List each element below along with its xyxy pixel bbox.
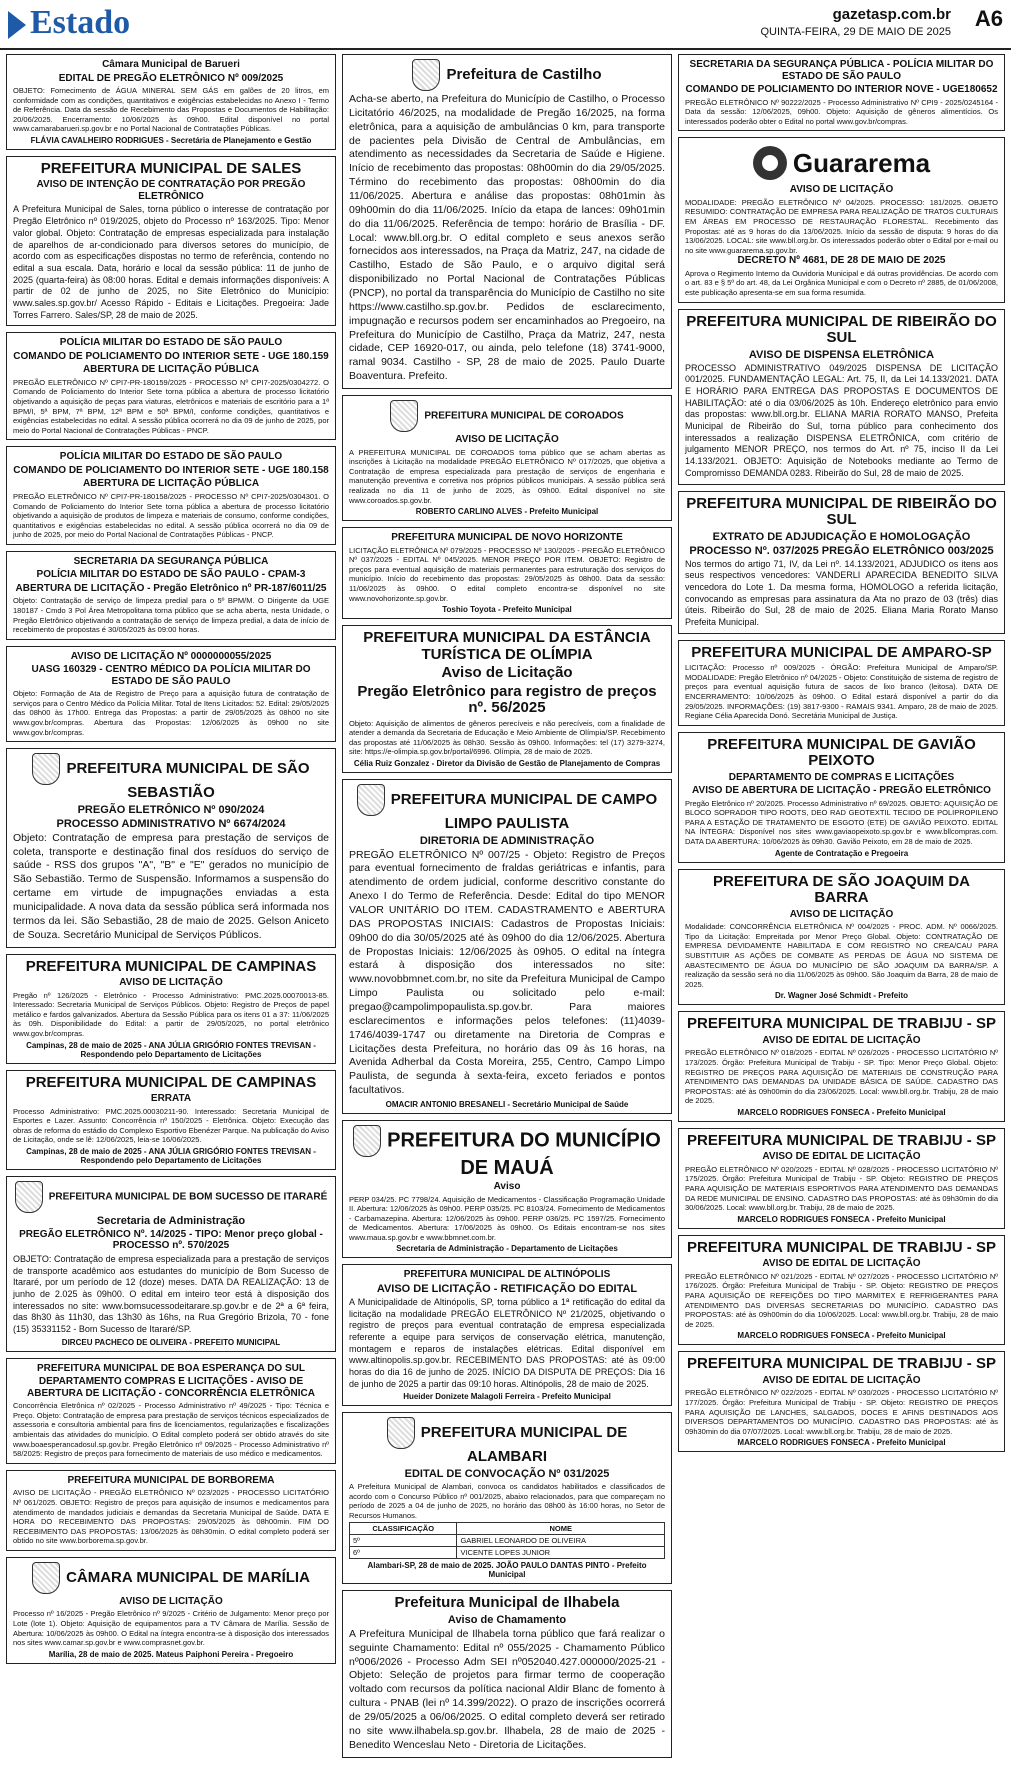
notice-subtitle-2: Pregão Eletrônico para registro de preços nº. 56/2025 xyxy=(357,682,657,717)
notice-title: PREFEITURA MUNICIPAL DE CAMPINAS xyxy=(25,1073,317,1091)
notice-title: Câmara Municipal de Barueri xyxy=(102,59,240,70)
notice-body: PREGÃO ELETRÔNICO Nº 007/25 - Objeto: Registro de Preços para eventual fornecimento de fraldas geriátricas e infantis, para atendimento de ordem judicial, conforme descritivo constante do Anexo I do Termo de Referência. Desde: Edital do tipo MENOR VALOR UNITÁRIO DO ITEM. CADASTRAMENTO e ABERTURA DAS PROPOSTAS INICIAIS: Cadastros de Propostas Iniciais: 09h00 do dia 30/05/2025 até às 09h00 do dia 12/06/2025. Abertura de Propostas Iniciais: 12/06/2025 às 09h05. O edital na íntegra estará à disposição dos interessados no site: www.novobbmnet.com.br, no site da Prefeitura Municipal de Campo Limpo Paulista ou solicitado pelo e-mail: pregao@campolimpopaulista.sp.gov.br. Para maiores esclarecimentos e informações pelos telefones: (11)4039-1746/4039-1747 ou diretamente na Diretoria de Compras e Licitações desta Prefeitura, no horário das 09 às 16 horas, na Avenida Adherbal da Costa Moreira, 255, Centro, Campo Limpo Paulista, de segunda à sexta-feira, exceto feriados e pontos facultativos. xyxy=(349,848,665,1097)
notice-signature: MARCELO RODRIGUES FONSECA - Prefeito Municipal xyxy=(737,1438,946,1448)
notice-title xyxy=(13,1562,329,1594)
notice-title-text: PREFEITURA MUNICIPAL DE SÃO SEBASTIÃO xyxy=(66,760,310,802)
candidates-table xyxy=(349,1522,665,1559)
notice-amparo xyxy=(678,640,1005,726)
site-url[interactable]: gazetasp.com.br xyxy=(832,6,951,23)
notice-sao-sebastiao xyxy=(6,748,336,947)
notice-guararema xyxy=(678,137,1005,302)
notice-uasg xyxy=(6,646,336,742)
notice-subtitle: DEPARTAMENTO DE COMPRAS E LICITAÇÕES xyxy=(728,771,955,783)
notice-subtitle: DEPARTAMENTO COMPRAS E LICITAÇÕES - AVISO DE ABERTURA DE LICITAÇÃO - CONCORRÊNCIA ELETRÔNICA xyxy=(27,1376,315,1399)
notice-title: PREFEITURA MUNICIPAL DE TRABIJU - SP xyxy=(687,1131,996,1149)
notice-body: A PREFEITURA MUNICIPAL DE COROADOS torna público que se acham abertas as inscrições à Licitação na modalidade PREGÃO ELETRÔNICO Nº 017/2025, que objetiva a Contratação de empresa especializada para prestação de serviços de engenharia e manutenção preventiva e corretiva nos próprios públicos municipais. A sessão pública será realizada no dia 11 de junho de 2025, às 09h00. Edital disponível no site www.coroados.sp.gov.br. xyxy=(349,447,665,505)
notice-body: LICITAÇÃO: Processo nº 009/2025 - ÓRGÃO: Prefeitura Municipal de Amparo/SP. MODALIDADE: Pregão Eletrônico nº 04/2025 - Objeto: Constituição de sistema de registro de preços para eventual aquisição futura de sacos de lixo branco (leitosa). DATA DE ENCERRAMENTO: 10/06/2025 às 09h00. O Edital estará disponível a partir do dia 29/05/2025. INFORMAÇÕES: (19) 3817-9300 - RAMAIS 9341. Amparo, 28 de maio de 2025. Regiane Célia Aparecida Donó. Secretária Municipal de Justiça. xyxy=(685,663,998,721)
table-cell: 6º xyxy=(350,1547,457,1559)
table-row xyxy=(350,1535,665,1547)
notice-signature: Toshio Toyota - Prefeito Municipal xyxy=(442,605,572,615)
notice-signature: Alambari-SP, 28 de maio de 2025. JOÃO PAULO DANTAS PINTO - Prefeito Municipal xyxy=(367,1561,647,1580)
notice-signature: Campinas, 28 de maio de 2025 - ANA JÚLIA GRIGÓRIO FONTES TREVISAN - Respondendo pelo Departamento de Licitações xyxy=(26,1040,316,1059)
notice-body: Pregão Eletrônico nº 20/2025. Processo Administrativo nº 69/2025. OBJETO: AQUISIÇÃO DE BLOCO SOPRADOR TIPO ROOTS, DEO RAD GEOTEXTIL TECIDO DE POLIPROPILENO PARA A ESTAÇÃO DE TRATAMENTO DE ESGOTO (ETE) DE GAVIÃO PEIXOTO. EDITAL NA ÍNTEGRA: Disponível nos sites www.gaviaopeixoto.sp.gov.br e www.bllcompras.com. DATA DA ABERTURA: 10/06/2025 às 09h30. Gavião Peixoto, em 28 de maio de 2025. xyxy=(685,798,998,847)
notice-body: A Prefeitura Municipal de Sales, torna público o interesse de contratação por Pregão Eletrônico nº 019/2025, objeto do Processo nº 163/2025. Tipo: Menor valor global. Objeto: Contratação de empresas especializada para instalação de aparelhos de ar-condicionado para diversos setores do município, de acordo com as especificações dispostas no termo de referência, contendo no edital a sua escala. Data, horário e local da sessão pública: 11 de junho de 2025 (quarta-feira) às 08:00 horas. Edital e demais informações disponíveis: A partir de 02 de junho de 2025, no Site Eletrônico do Município: www.sales.sp.gov.br/ Acesso Rápido - Editais e Licitações. Pregoeira: Jade Torres Farrero. Sales/SP, 28 de maio de 2025. xyxy=(13,204,329,320)
page-number: A6 xyxy=(974,6,1003,31)
notice-subtitle: AVISO DE LICITAÇÃO - RETIFICAÇÃO DO EDITAL xyxy=(376,1282,638,1295)
notice-ilhabela xyxy=(342,1590,672,1757)
notice-title: PREFEITURA MUNICIPAL DE NOVO HORIZONTE xyxy=(391,532,623,544)
notice-subtitle: DIRETORIA DE ADMINISTRAÇÃO xyxy=(419,834,595,847)
table-header: CLASSIFICAÇÃO xyxy=(350,1523,457,1535)
notice-title xyxy=(349,400,665,432)
notice-signature: MARCELO RODRIGUES FONSECA - Prefeito Municipal xyxy=(737,1331,946,1341)
notice-title-text: PREFEITURA MUNICIPAL DE BOM SUCESSO DE ITARARÉ xyxy=(48,1191,328,1203)
notice-title: Prefeitura Municipal de Ilhabela xyxy=(394,1594,620,1612)
notice-body: OBJETO: Fornecimento de ÁGUA MINERAL SEM GÁS em galões de 20 litros, em conformidade com as condições, quantitativos e exigências estabelecidas no Anexo I - Termo de Referência. Data da sessão de Recebimento das Propostas e Documentos de Habilitação: 20/06/2025. Encerramento: 10/06/2025 às 09h00. Edital disponível no portal www.camarabarueri.sp.gov.br e no Portal Nacional de Contratações Públicas. xyxy=(13,86,329,134)
crest-icon xyxy=(32,753,60,785)
notice-barueri xyxy=(6,54,336,150)
notice-subtitle: POLÍCIA MILITAR DO ESTADO DE SÃO PAULO - CPAM-3 xyxy=(36,569,306,581)
column-3 xyxy=(678,54,1005,1458)
notice-title: PREFEITURA MUNICIPAL DE ALTINÓPOLIS xyxy=(403,1269,611,1281)
notice-subtitle: EDITAL DE PREGÃO ELETRÔNICO Nº 009/2025 xyxy=(58,72,284,84)
notice-subtitle: COMANDO DE POLICIAMENTO DO INTERIOR SETE - UGE 180.159 xyxy=(13,350,329,362)
notice-subtitle: Aviso de Chamamento xyxy=(447,1613,567,1626)
page-header xyxy=(0,0,1011,50)
notice-signature: OMACIR ANTONIO BRESANELI - Secretário Municipal de Saúde xyxy=(385,1100,629,1110)
notice-subtitle: AVISO DE EDITAL DE LICITAÇÃO xyxy=(762,1034,921,1046)
notice-title: PREFEITURA MUNICIPAL DE TRABIJU - SP xyxy=(687,1238,996,1256)
notice-title xyxy=(13,753,329,802)
notice-signature: MARCELO RODRIGUES FONSECA - Prefeito Municipal xyxy=(737,1107,946,1117)
notice-body: MODALIDADE: PREGÃO ELETRÔNICO Nº 04/2025. PROCESSO: 181/2025. OBJETO RESUMIDO: CONTRATAÇÃO DE EMPRESA PARA REALIZAÇÃO DE TRATOS CULTURAIS EM ÁREAS EM PROCESSO DE RESTAURAÇÃO FLORESTAL. Recebimento das Propostas: até as 9 horas do dia 13/06/2025. Início da sessão de disputa: 9 horas do dia 13/06/2025. LOCAL: site www.bll.org.br. Os interessados poderão obter o Edital por e-mail ou no site www.guararema.sp.gov.br. xyxy=(685,197,998,255)
notice-title: AVISO DE LICITAÇÃO Nº 0000000055/2025 xyxy=(70,650,272,662)
notice-subtitle: AVISO DE LICITAÇÃO xyxy=(789,184,894,196)
notice-subtitle: Aviso xyxy=(493,1181,521,1193)
notice-subtitle: AVISO DE INTENÇÃO DE CONTRATAÇÃO POR PREGÃO ELETRÔNICO xyxy=(36,179,306,202)
table-row xyxy=(350,1547,665,1559)
notice-body: Objeto: Formação de Ata de Registro de Preço para a aquisição futura de contratação de serviços para o Centro Médico da Polícia Militar. Total de Itens Licitados: 52. Edital: 29/05/2025 das 08h00 às 17h00. Entrega das Propostas: a partir de 29/05/2025 às 08h00 no site www.gov.br/compras. Abertura das Propostas: 12/06/2025 às 09h00 no site www.gov.br/compras. xyxy=(13,689,329,737)
issue-date: QUINTA-FEIRA, 29 DE MAIO DE 2025 xyxy=(760,26,951,38)
notice-title-text: PREFEITURA MUNICIPAL DE COROADOS xyxy=(424,410,624,422)
notice-body: LICITAÇÃO ELETRÔNICA Nº 079/2025 - PROCESSO Nº 130/2025 - PREGÃO ELETRÔNICO Nº 037/2025 - EDITAL Nº 045/2025. MENOR PREÇO POR ITEM. OBJETO: Registro de preços para eventual aquisição de materiais permanentes para estruturação dos serviços do município. Início do recebimento das propostas: 29/05/2025 às 08h00. Data da sessão: 11/06/2025 às 09h00. O edital completo encontra-se disponível no site www.novohorizonte.sp.gov.br. xyxy=(349,545,665,603)
crest-icon xyxy=(387,1417,415,1449)
notice-subtitle-2: AVISO DE ABERTURA DE LICITAÇÃO - PREGÃO ELETRÔNICO xyxy=(692,785,991,797)
notice-title: PREFEITURA MUNICIPAL DE SALES xyxy=(40,159,302,177)
notice-body: Modalidade: CONCORRÊNCIA ELETRÔNICA Nº 004/2025 - PROC. ADM. Nº 0066/2025. Tipo da Licitação: Empreitada por Menor Preço Global. Objeto: CONTRATAÇÃO DE EMPRESA DEVIDAMENTE HABILITADA E COM REGISTRO NO CREA/CAU PARA SUBSTITUIR AS AÇÕES DE COMBATE AS PERDAS DE ÁGUA NO SISTEMA DE ABASTECIMENTO DE ÁGUA DO MUNICÍPIO DE SÃO JOAQUIM DA BARRA/SP. A realização da sessão será no dia 11/06/2025 às 09h00. São Joaquim da Barra, 28 de maio de 2025. xyxy=(685,922,998,989)
table-cell: 5º xyxy=(350,1535,457,1547)
notice-title-text: PREFEITURA MUNICIPAL DE ALAMBARI xyxy=(420,1424,628,1466)
notice-title xyxy=(349,784,665,833)
notice-line: ABERTURA DE LICITAÇÃO PÚBLICA xyxy=(82,364,260,376)
guararema-logo xyxy=(685,146,998,180)
notice-bom-sucesso xyxy=(6,1176,336,1352)
notice-subtitle-2: PREGÃO ELETRÔNICO Nº. 14/2025 - TIPO: Menor preço global - PROCESSO nº. 570/2025 xyxy=(19,1228,323,1252)
table-cell: GABRIEL LEONARDO DE OLIVEIRA xyxy=(457,1535,665,1547)
notice-borborema xyxy=(6,1470,336,1551)
notice-signature: Marília, 28 de maio de 2025. Mateus Paiphoni Pereira - Pregoeiro xyxy=(48,1649,294,1659)
notice-title-text: PREFEITURA DO MUNICÍPIO DE MAUÁ xyxy=(387,1129,661,1180)
notice-signature: Secretaria de Administração - Departamento de Licitações xyxy=(396,1244,618,1254)
notice-body: OBJETO: Contratação de empresa especializada para a prestação de serviços de transporte acadêmico aos estudantes do município de Bom Sucesso de Itararé, por um período de 12 (doze) meses. DATA DA REALIZAÇÃO: 13 de junho de 2.025 às 09h00. O edital em inteiro teor está à disposição dos interessados no site: www.bomsucessodeitarare.sp.gov.br e de 2ª a 6ª feira, das 8h30 às 11h30, das 13h30 às 16hs, na Rua Gregório Brizola, 70 - fone (15) 35331152 - Bom Sucesso de Itararé/SP. xyxy=(13,1253,329,1335)
notice-subtitle: AVISO DE LICITAÇÃO xyxy=(455,434,559,446)
notice-castilho xyxy=(342,54,672,389)
notice-campo-limpo xyxy=(342,779,672,1114)
notice-body: PREGÃO ELETRÔNICO Nº CPI7-PR-180159/2025 - PROCESSO Nº CPI7-2025/0304272. O Comando de Policiamento do Interior Sete torna pública a abertura de processo licitatório objetivando a aquisição de peças para viaturas, eletrônicos e materiais de escritório para a 1ª BPM/I, 5ª BPM, 7ª BPM, 12ª BPM e 50ª BPM/I, conforme condições, quantitativos e exigências estabelecidas no edital. A sessão pública ocorrerá no dia 09 de junho de 2025, por meio do Portal Nacional de Contratações Públicas - PNCP. xyxy=(13,377,329,435)
notice-body: PROCESSO ADMINISTRATIVO 049/2025 DISPENSA DE LICITAÇÃO 001/2025. FUNDAMENTAÇÃO LEGAL: Art. 75, II, da Lei 14.133/2021. DATA E HORÁRIO PARA ENTREGA DAS PROPOSTAS E DOCUMENTOS DE HABILITAÇÃO: até o dia 03/06/2025 às 10h. Endereço eletrônico para envio das propostas: www.bll.org.br. ELIANA MARIA RORATO MANSO, Prefeita Municipal de Ribeirão do Sul, torna público para conhecimento dos interessados a realização DISPENSA ELETRÔNICA, com critério de julgamento MENOR PREÇO, nos termos do Art. nº 75, inciso II da Lei 14.133/2021. OBJETO: Aquisição de Notebooks mediante ao Termo de Compromisso DEMANDA 0283. Ribeirão do Sul, 28 de maio de 2025. xyxy=(685,362,998,478)
crest-icon xyxy=(32,1562,60,1594)
notice-alambari xyxy=(342,1412,672,1584)
notice-title: PREFEITURA MUNICIPAL DE AMPARO-SP xyxy=(691,643,992,661)
notice-body: PREGÃO ELETRÔNICO Nº 020/2025 - EDITAL Nº 028/2025 - PROCESSO LICITATÓRIO Nº 175/2025. Órgão: Prefeitura Municipal de Trabiju - SP. Objeto: REGISTRO DE PREÇOS PARA AQUISIÇÃO DE MATERIAIS ESPORTIVOS PARA ATENDIMENTO DAS DEMANDAS DA REDE MUNICIPAL DE ENSINO. CADASTRO DAS PROPOSTAS: até às 09h30min do dia 30/06/2025. Local: www.bll.org.br. Trabiju, 28 de maio de 2025. xyxy=(685,1164,998,1213)
notice-signature: Célia Ruiz Gonzalez - Diretor da Divisão de Gestão de Planejamento de Compras xyxy=(353,759,661,769)
notice-title-text: PREFEITURA MUNICIPAL DE CAMPO LIMPO PAULISTA xyxy=(390,791,658,833)
notice-title: SECRETARIA DA SEGURANÇA PÚBLICA xyxy=(73,555,269,567)
notice-title xyxy=(349,1125,665,1179)
notice-subtitle: AVISO DE EDITAL DE LICITAÇÃO xyxy=(762,1151,921,1163)
notice-body: A Municipalidade de Altinópolis, SP, torna público a 1ª retificação do edital da licitação na modalidade PREGÃO ELETRÔNICO Nº 21/2025, objetivando o registro de preços para eventual contratação de empresa especializada referente a equipe para serviços de conservação elétrica, manutenção, montagem e reparos de instalações elétricas. Edital disponível em www.altinopolis.sp.gov.br. RECEBIMENTO DAS PROPOSTAS: até às 09:00 horas do dia 16 de junho de 2025. INÍCIO DA DISPUTA DE PREÇOS: Dia 16 de junho de 2025 a partir das 09:10 horas. Altinópolis, 28 de maio de 2025. xyxy=(349,1296,665,1389)
notice-campinas-2 xyxy=(6,1070,336,1170)
notice-signature: MARCELO RODRIGUES FONSECA - Prefeito Municipal xyxy=(737,1214,946,1224)
notice-ribeirao-sul-2 xyxy=(678,491,1005,634)
brand-logo xyxy=(8,4,130,42)
notice-body: A Prefeitura Municipal de Alambari, convoca os candidatos habilitados e classificados de acordo com o Concurso Público nº 001/2025, abaixo relacionados, para que compareçam no período de 2025 a 04 de junho de 2025, no horário das 08h00 às 16:00 horas, no Setor de Recursos Humanos. xyxy=(349,1481,665,1520)
notice-body: PREGÃO ELETRÔNICO Nº 90222/2025 - Processo Administrativo Nº CPI9 - 2025/0245164 - Data da sessão: 12/06/2025, 09h00. Objeto: Aquisição de gêneros alimentícios. Os interessados poderão obter o Edital no portal www.gov.br/compras. xyxy=(685,97,998,126)
notice-signature: FLÁVIA CAVALHEIRO RODRIGUES - Secretária de Planejamento e Gestão xyxy=(30,135,312,145)
notice-title: POLÍCIA MILITAR DO ESTADO DE SÃO PAULO xyxy=(59,337,283,349)
notice-body: PREGÃO ELETRÔNICO Nº 021/2025 - EDITAL Nº 027/2025 - PROCESSO LICITATÓRIO Nº 176/2025. Órgão: Prefeitura Municipal de Trabiju - SP. Objeto: REGISTRO DE PREÇOS PARA AQUISIÇÃO DE REFEIÇÕES DO TIPO MARMITEX E REFRIGERANTES PARA ATENDIMENTO DAS DIVERSAS SECRETARIAS DO MUNICÍPIO. CADASTRO DAS PROPOSTAS: até às 09h00min do dia 10/06/2025. Local: www.bll.org.br. Trabiju, 28 de maio de 2025. xyxy=(685,1271,998,1329)
notice-subtitle: COMANDO DE POLICIAMENTO DO INTERIOR NOVE - UGE180652 xyxy=(685,84,998,95)
notice-title: SECRETARIA DA SEGURANÇA PÚBLICA - POLÍCIA MILITAR DO ESTADO DE SÃO PAULO xyxy=(689,59,994,82)
notice-body: PREGÃO ELETRÔNICO Nº 018/2025 - EDITAL Nº 026/2025 - PROCESSO LICITATÓRIO Nº 173/2025. Órgão: Prefeitura Municipal de Trabiju - SP. Tipo: Menor Preço Global. Objeto: REGISTRO DE PREÇOS PARA AQUISIÇÃO DE MATERIAIS DE CONSTRUÇÃO PARA ATENDIMENTO DAS DEMANDAS DA UNIDADE BÁSICA DE SAÚDE. CADASTRO DAS PROPOSTAS: até às 09h00min do dia 23/06/2025. Local: www.bll.org.br. Trabiju, 28 de maio de 2025. xyxy=(685,1048,998,1106)
notice-subtitle: AVISO DE EDITAL DE LICITAÇÃO xyxy=(762,1258,921,1270)
crest-icon xyxy=(353,1125,381,1157)
notice-title-text: Prefeitura de Castilho xyxy=(446,65,602,83)
notice-body: Acha-se aberto, na Prefeitura do Município de Castilho, o Processo Licitatório 46/2025, na modalidade de Pregão 16/2025, na forma eletrônica, para a aquisição de ambulâncias 0 km, para transporte de pacientes pela Divisão de Central de Ambulâncias, em atendimento as necessidades da Secretaria de Saúde e Higiene. Início de recebimento das propostas: 08h00min do dia 29/05/2025. Término do recebimento das propostas: 08h00min do dia 11/06/2025. Abertura e análise das propostas: 08h01min às 09h00min do dia 11/06/2025. Início da etapa de lances: 09h01min do dia 11/06/2025. Referência de tempo: horário de Brasília - DF. Local: www.bll.org.br. O edital completo e seus anexos serão fornecidos aos interessados, na Praça da Matriz, 247, na cidade de Castilho, Estado de São Paulo, e o arquivo digital será disponibilizado no Portal Nacional de Contratações Públicas (PNCP), no portal da transparência do Município de Castilho no site https://www.castilho.sp.gov.br. Pedidos de esclarecimento, impugnação e recursos podem ser encaminhados ao Pregoeiro, na Prefeitura do Município de Castilho, Praça da Matriz, 247, nesta cidade, CEP 16920-017, ou ainda, pelo telefone (18) 3741-9000, ramal 9034. Castilho - SP, 28 de maio de 2025. Paulo Duarte Boaventura. Prefeito. xyxy=(349,93,665,383)
notice-sales xyxy=(6,156,336,326)
notice-subtitle: PREGÃO ELETRÔNICO Nº 090/2024 xyxy=(77,803,265,816)
crest-icon xyxy=(412,59,440,91)
notice-maua xyxy=(342,1120,672,1258)
notice-title: PREFEITURA MUNICIPAL DE TRABIJU - SP xyxy=(687,1015,996,1033)
notice-title-text: CÂMARA MUNICIPAL DE MARÍLIA xyxy=(66,1568,310,1586)
notice-body: PREGÃO ELETRÔNICO Nº CPI7-PR-180158/2025 - PROCESSO Nº CPI7-2025/0304301. O Comando de Policiamento do Interior Sete torna pública a abertura de processo licitatório objetivando a aquisição de produtos de limpeza e materiais de consumo, conforme condições, quantitativos e exigências estabelecidas no edital. A sessão pública ocorrerá no dia 09 de junho de 2025, por meio do Portal Nacional de Contratações Públicas - PNCP. xyxy=(13,491,329,540)
column-2 xyxy=(342,54,672,1764)
notice-body: PREGÃO ELETRÔNICO Nº 022/2025 - EDITAL Nº 030/2025 - PROCESSO LICITATÓRIO Nº 177/2025. Órgão: Prefeitura Municipal de Trabiju - SP. Objeto: REGISTRO DE PREÇOS PARA AQUISIÇÃO DE LANCHES, SALGADOS, DOCES E AFINS DESTINADOS AOS DIVERSOS DEPARTAMENTOS DO MUNICÍPIO. CADASTRO DAS PROPOSTAS: até às 09h30min do dia 07/07/2025. Local: www.bll.org.br. Trabiju, 28 de maio de 2025. xyxy=(685,1388,998,1436)
notice-subtitle: EDITAL DE CONVOCAÇÃO Nº 031/2025 xyxy=(404,1467,610,1480)
column-1 xyxy=(6,54,336,1670)
notice-title: PREFEITURA MUNICIPAL DE GAVIÃO PEIXOTO xyxy=(707,735,976,770)
crest-icon xyxy=(15,1181,43,1213)
notice-body: Objeto: Aquisição de alimentos de gêneros perecíveis e não perecíveis, com a finalidade de atender a demanda da Secretaria de Educação e Meio Ambiente de Olímpia/SP. Recebimento das propostas até 11/06/2025 às 08h30. Sessão às 09h00. Informações: tel (17) 3279-3274, site: https://e-olimpia.sp.gov.br/portal/6996. Olímpia, 28 de maio de 2025. xyxy=(349,718,665,757)
notice-subtitle: AVISO DE LICITAÇÃO xyxy=(789,908,894,920)
notice-body: Pregão nº 126/2025 - Eletrônico - Processo Administrativo: PMC.2025.00070013-85. Interessado: Secretaria Municipal de Serviços Públicos. Objeto: Registro de Preços de papel metálico e fardos galvanizados. Abertura da Sessão Pública para os itens 01 a 37: 11/06/2025 às 09h. Disponibilidade do Edital: a partir de 29/05/2025, no portal eletrônico www.gov.br/compras. xyxy=(13,990,329,1038)
notice-line: ABERTURA DE LICITAÇÃO PÚBLICA xyxy=(82,478,260,490)
brand-name: Estado xyxy=(30,4,131,41)
notice-altinopolis xyxy=(342,1264,672,1406)
notice-body: Concorrência Eletrônica nº 02/2025 - Processo Administrativo nº 49/2025 - Tipo: Técnica e Preço. Objeto: Contratação de empresa para prestação de serviços técnicos especializados de assessoria e consultoria ambiental para fins de licenciamentos, regularizações e fiscalizações ambientais das atividades do município. O Edital completo poderá ser obtido através do site www.boaesperancadosul.sp.gov.br. Pregão Eletrônico nº 09/2025 - Processo Administrativo nº 58/2025: Registro de preços para fornecimento de materiais de uso médico e medicamentos. xyxy=(13,1401,330,1459)
notice-body: Nos termos do artigo 71, IV, da Lei nº. 14.133/2021, ADJUDICO os itens aos seus respectivos vencedores: VANDERLI APARECIDA BENEDITO SILVA vencedora do Lote 1. Da mesma forma, HOMOLOGO a referida licitação, convocando as empresas para assinatura da Ata no prazo de 03 (três) dias úteis. Ribeirão do Sul, 28 de maio de 2025. Eliana Maria Rorato Manso Prefeita Municipal. xyxy=(685,558,998,627)
notice-marilia xyxy=(6,1557,336,1664)
notice-pm-cpi9 xyxy=(678,54,1005,131)
notice-subtitle: AVISO DE LICITAÇÃO xyxy=(119,977,223,989)
notice-subtitle: AVISO DE LICITAÇÃO xyxy=(119,1595,223,1607)
notice-body: PERP 034/25. PC 7798/24. Aquisição de Medicamentos - Classificação Programação Unidade II. Abertura: 12/06/2025 às 09h00. PERP 035/25. PC 8103/24. Fornecimento de Medicamentos - Carbamazepina. Abertura: 12/06/2025 às 09h00. PERP 036/25. PC 1597/25. Fornecimento de Medicamentos. Abertura: 17/06/2025 às 09h00. Os Editais encontram-se nos sites www.maua.sp.gov.br e www.bbmnet.com.br. xyxy=(349,1194,665,1242)
notice-title: POLÍCIA MILITAR DO ESTADO DE SÃO PAULO xyxy=(59,451,283,463)
notice-trabiju-4 xyxy=(678,1351,1005,1452)
notice-gaviao-peixoto xyxy=(678,732,1005,863)
crest-icon xyxy=(357,784,385,816)
table-header: NOME xyxy=(457,1523,665,1535)
notice-body: A Prefeitura Municipal de Ilhabela torna público que fará realizar o seguinte Chamamento: Edital nº 055/2025 - Chamamento Público nº006/2026 - Processo Adm SEI nº052040.427.000000/2025-21 - Objeto: Seleção de projetos para firmar termo de cooperação voltado com recursos da política nacional Aldir Blanc de fomento à cultura - PNAB (lei nº 14.399/2022). O prazo de inscrições ocorrerá de 29/05/2025 a 06/06/2025. O edital completo deverá ser retirado no site www.ilhabela.sp.gov.br. Ilhabela, 28 de maio de 2025 - Benedito Wenceslau Neto - Diretoria de Licitações. xyxy=(349,1627,665,1751)
notice-title xyxy=(13,1181,329,1213)
notice-line: ABERTURA DE LICITAÇÃO - Pregão Eletrônico nº PR-187/6011/25 xyxy=(15,582,327,594)
notice-title: PREFEITURA MUNICIPAL DE BORBOREMA xyxy=(67,1474,275,1486)
notice-title: PREFEITURA DE SÃO JOAQUIM DA BARRA xyxy=(713,872,970,907)
logo-mark-icon xyxy=(753,146,787,180)
notice-sao-joaquim xyxy=(678,869,1005,1006)
notice-title: PREFEITURA MUNICIPAL DE RIBEIRÃO DO SUL xyxy=(686,494,997,528)
notice-body-2: Aprova o Regimento Interno da Ouvidoria Municipal e dá outras providências. De acordo com o art. 83 e § 5º do art. 48, da Lei Orgânica Municipal e com o Decreto nº 2885, de 01/06/2008, este publicação apresenta-se em sua forma resumida. xyxy=(685,268,998,298)
notice-subtitle: COMANDO DE POLICIAMENTO DO INTERIOR SETE - UGE 180.158 xyxy=(13,464,329,476)
notice-subtitle: Secretaria de Administração xyxy=(96,1214,246,1227)
notice-pm-cpi7-159 xyxy=(6,332,336,440)
notice-body: AVISO DE LICITAÇÃO - PREGÃO ELETRÔNICO Nº 023/2025 - PROCESSO LICITATÓRIO Nº 061/2025. OBJETO: Registro de preços para aquisição de insumos e medicamentos para atendimento de mandados judiciais e demandas da Secretaria Municipal de Saúde. DATA E HORA DO RECEBIMENTO DAS PROPOSTAS: 29/05/2025 às 08h00min. FIM DO RECEBIMENTO DAS PROPOSTAS: 13/06/2025 às 08h30min. O edital completo poderá ser obtido no site www.borborema.sp.gov.br. xyxy=(13,1488,329,1546)
notice-ribeirao-sul-1 xyxy=(678,309,1005,485)
notice-signature: DIRCEU PACHECO DE OLIVEIRA - PREFEITO MUNICIPAL xyxy=(61,1337,281,1347)
crest-icon xyxy=(390,400,418,432)
notice-body: Objeto: Contratação de serviço de limpeza predial para o 5º BPM/M. O Dirigente da UGE 180187 - Cmdo 3 Pol Área Metropolitana torna público que se acha aberta, nesta Unidade, o Pregão Eletrônico objetivando a contratação de serviço de limpeza predial, a data de início de recebimento de propostas é 30/05/2025 às 09:00 horas. xyxy=(13,596,329,635)
notice-subtitle: AVISO DE EDITAL DE LICITAÇÃO xyxy=(762,1374,921,1386)
notice-signature: Hueider Donizete Malagoli Ferreira - Prefeito Municipal xyxy=(403,1392,611,1402)
notice-subtitle-2: PROCESSO Nº. 037/2025 PREGÃO ELETRÔNICO 003/2025 xyxy=(689,544,994,557)
notice-title: PREFEITURA MUNICIPAL DE RIBEIRÃO DO SUL xyxy=(686,312,997,347)
notice-body: Processo Administrativo: PMC.2025.00030211-90. Interessado: Secretaria Municipal de Esportes e Lazer. Assunto: Concorrência nº 150/2025 - Eletrônica. Objeto: Execução das obras de reforma do estádio do Complexo Esportivo Ebenézer Parque. Na publicação do Aviso de Licitação, onde se lê: 12/06/2025, leia-se 16/06/2025. xyxy=(13,1106,329,1145)
notice-subtitle: AVISO DE DISPENSA ELETRÔNICA xyxy=(748,348,935,361)
notice-signature: ROBERTO CARLINO ALVES - Prefeito Municipal xyxy=(415,507,599,517)
notice-subtitle: ERRATA xyxy=(150,1093,192,1105)
notice-title: PREFEITURA MUNICIPAL DE CAMPINAS xyxy=(25,957,317,975)
notice-campinas-1 xyxy=(6,954,336,1064)
table-header-row xyxy=(350,1523,665,1535)
logo-text: Guararema xyxy=(792,147,931,178)
notice-subtitle: Aviso de Licitação xyxy=(441,664,573,682)
notice-signature: Agente de Contratação e Pregoeira xyxy=(774,848,909,858)
notice-subtitle-2: PROCESSO ADMINISTRATIVO Nº 6674/2024 xyxy=(56,817,286,830)
notice-body: Processo nº 16/2025 - Pregão Eletrônico nº 9/2025 - Critério de Julgamento: Menor preço por Lote (lote 1). Objeto: Aquisição de equipamentos para a TV Câmara de Marília. Sessão de Abertura: 10/06/2025 às 09h00. O Edital na íntegra encontra-se à disposição dos interessados nos sites www.camar.sp.gov.br e www.comprasnet.gov.br. xyxy=(13,1609,329,1648)
notice-title: PREFEITURA MUNICIPAL DA ESTÂNCIA TURÍSTICA DE OLÍMPIA xyxy=(363,629,651,663)
notice-body: Objeto: Contratação de empresa para prestação de serviços de coleta, transporte e destinação final dos resíduos do serviço de saúde - RSS dos grupos "A", "B" e "E" gerados no município de São Sebastião. Termo de Suspensão. Informamos a suspensão do certame em virtude de impugnações enviadas a esta municipalidade. A nova data da sessão pública será informada nos termos da lei. São Sebastião, 28 de maio de 2025. Gelson Aniceto de Souza. Secretário Municipal de Serviços Públicos. xyxy=(13,831,329,941)
notice-title: PREFEITURA MUNICIPAL DE TRABIJU - SP xyxy=(687,1355,996,1373)
notice-trabiju-1 xyxy=(678,1011,1005,1122)
notice-title xyxy=(349,59,665,91)
table-cell: VICENTE LOPES JUNIOR xyxy=(457,1547,665,1559)
notice-signature: Campinas, 28 de maio de 2025 - ANA JÚLIA GRIGÓRIO FONTES TREVISAN - Respondendo pelo Departamento de Licitações xyxy=(26,1146,316,1165)
notice-pm-cpi7-158 xyxy=(6,446,336,544)
notice-subtitle-2: DECRETO Nº 4681, DE 28 DE MAIO DE 2025 xyxy=(737,255,946,267)
notice-coroados xyxy=(342,395,672,521)
notice-title xyxy=(349,1417,665,1466)
notice-olimpia xyxy=(342,625,672,773)
notice-ssp xyxy=(6,551,336,640)
arrow-icon xyxy=(8,11,26,39)
notice-trabiju-3 xyxy=(678,1235,1005,1346)
notice-title: PREFEITURA MUNICIPAL DE BOA ESPERANÇA DO SUL xyxy=(37,1362,305,1374)
notice-trabiju-2 xyxy=(678,1128,1005,1229)
notice-subtitle: UASG 160329 - CENTRO MÉDICO DA POLÍCIA MILITAR DO ESTADO DE SÃO PAULO xyxy=(31,664,311,687)
notice-subtitle: EXTRATO DE ADJUDICAÇÃO E HOMOLOGAÇÃO xyxy=(712,530,971,543)
notice-signature: Dr. Wagner José Schmidt - Prefeito xyxy=(774,991,909,1001)
notice-novo-horizonte xyxy=(342,527,672,619)
notice-boa-esperanca xyxy=(6,1358,336,1464)
